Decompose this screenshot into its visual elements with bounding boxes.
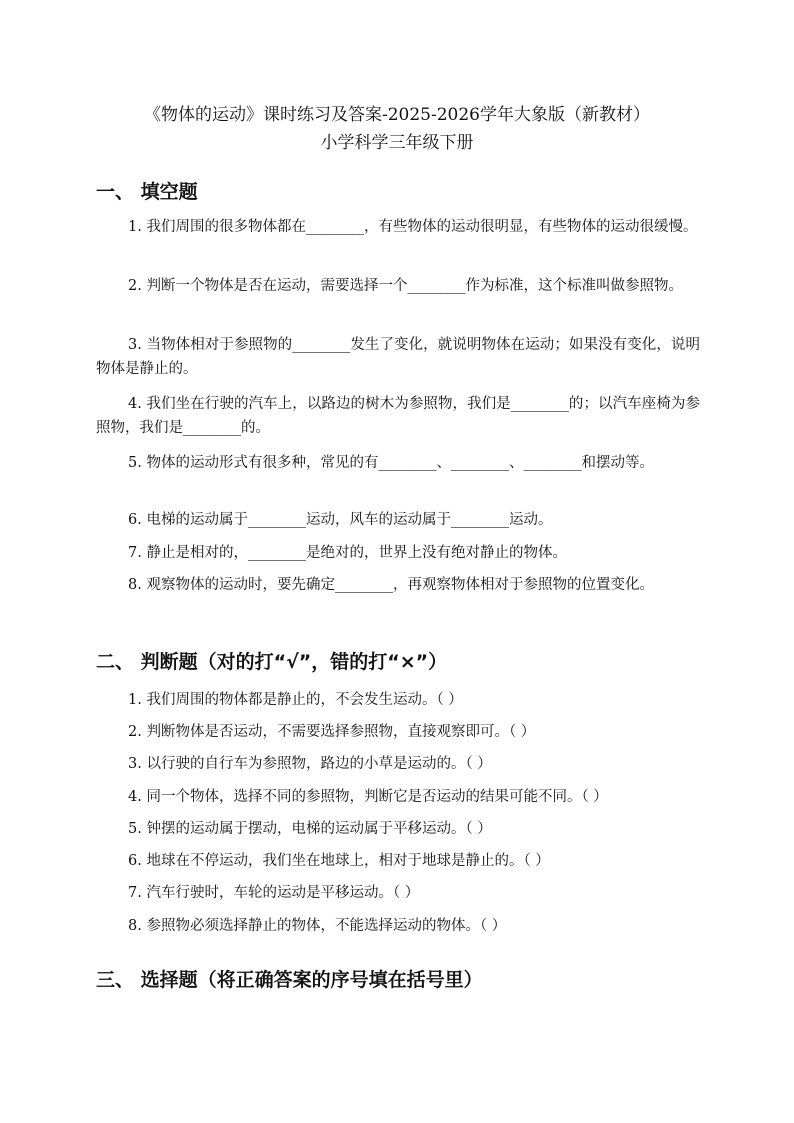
true-false-question-6: 6. 地球在不停运动，我们坐在地球上，相对于地球是静止的。（ ） bbox=[128, 853, 550, 869]
fill-blank-question-1: 1. 我们周围的很多物体都在________，有些物体的运动很明显，有些物体的运动很缓慢。 bbox=[128, 219, 698, 235]
true-false-question-7: 7. 汽车行驶时，车轮的运动是平移运动。（ ） bbox=[128, 885, 420, 901]
fill-blank-question-6: 6. 电梯的运动属于________运动，风车的运动属于________运动。 bbox=[128, 512, 553, 528]
document-title-line2: 小学科学三年级下册 bbox=[320, 133, 474, 153]
document-title-line1: 《物体的运动》课时练习及答案-2025-2026学年大象版（新教材） bbox=[143, 105, 650, 125]
section-heading-fill-blank: 一、 填空题 bbox=[96, 181, 198, 203]
fill-blank-question-7: 7. 静止是相对的，________是绝对的，世界上没有绝对静止的物体。 bbox=[128, 545, 567, 561]
section-heading-multiple-choice: 三、 选择题（将正确答案的序号填在括号里） bbox=[96, 969, 483, 991]
fill-blank-question-3: 3. 当物体相对于参照物的________发生了变化，就说明物体在运动；如果没有变化，说明物体是静止的。 bbox=[96, 337, 700, 377]
true-false-question-4: 4. 同一个物体，选择不同的参照物，判断它是否运动的结果可能不同。（ ） bbox=[128, 789, 608, 805]
fill-blank-question-5: 5. 物体的运动形式有很多种，常见的有________、________、________和摆动等。 bbox=[128, 455, 654, 471]
section-heading-true-false: 二、 判断题（对的打“√”，错的打“×”） bbox=[96, 651, 448, 673]
fill-blank-question-4: 4. 我们坐在行驶的汽车上，以路边的树木为参照物，我们是________的；以汽车座椅为参照物，我们是________的。 bbox=[96, 396, 700, 436]
true-false-question-5: 5. 钟摆的运动属于摆动，电梯的运动属于平移运动。（ ） bbox=[128, 821, 492, 837]
true-false-question-1: 1. 我们周围的物体都是静止的，不会发生运动。（ ） bbox=[128, 692, 463, 708]
true-false-question-8: 8. 参照物必须选择静止的物体，不能选择运动的物体。（ ） bbox=[128, 918, 507, 934]
fill-blank-question-8: 8. 观察物体的运动时，要先确定________，再观察物体相对于参照物的位置变化。 bbox=[128, 577, 654, 593]
true-false-question-3: 3. 以行驶的自行车为参照物，路边的小草是运动的。（ ） bbox=[128, 756, 492, 772]
fill-blank-question-2: 2. 判断一个物体是否在运动，需要选择一个________作为标准，这个标准叫做参照物。 bbox=[128, 278, 683, 294]
true-false-question-2: 2. 判断物体是否运动，不需要选择参照物，直接观察即可。（ ） bbox=[128, 724, 536, 740]
